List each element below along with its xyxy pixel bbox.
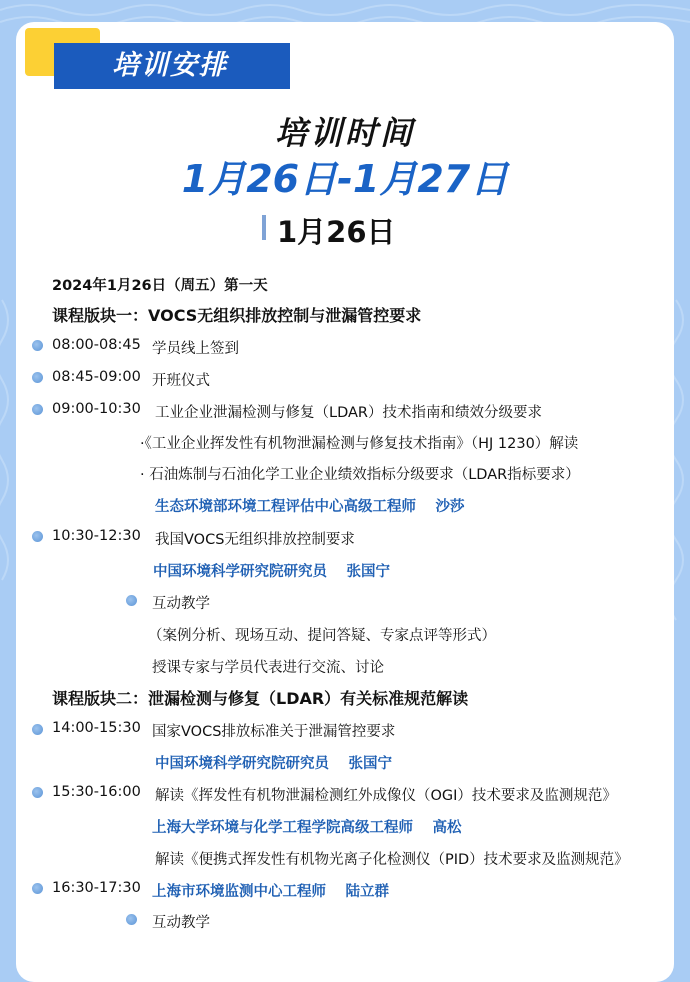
session-text: 学员线上签到 [152, 341, 239, 357]
session-time: 14:00-15:30 [52, 720, 141, 736]
speaker: 生态环境部环境工程评估中心高级工程师 沙莎 [155, 499, 465, 515]
sub-item: · 石油炼制与石油化学工业企业绩效指标分级要求（LDAR指标要求） [140, 467, 580, 483]
bullet-icon [32, 883, 43, 894]
session-text: 解读《便携式挥发性有机物光离子化检测仪（PID）技术要求及监测规范》 [155, 852, 629, 868]
session-time: 09:00-10:30 [52, 401, 141, 417]
bullet-icon [32, 372, 43, 383]
bullet-icon [32, 531, 43, 542]
day-heading: 2024年1月26日（周五）第一天 [52, 278, 268, 294]
interactive-label: 互动教学 [152, 915, 210, 931]
speaker: 上海市环境监测中心工程师 陆立群 [152, 884, 390, 900]
bullet-icon [126, 914, 137, 925]
session-time: 15:30-16:00 [52, 784, 141, 800]
speaker: 中国环境科学研究院研究员 张国宁 [153, 564, 391, 580]
session-time: 08:45-09:00 [52, 369, 141, 385]
session-time: 16:30-17:30 [52, 880, 141, 896]
module2-title: 课程版块二：泄漏检测与修复（LDAR）有关标准规范解读 [52, 689, 469, 708]
page-title: 培训时间 [274, 114, 415, 152]
bullet-icon [32, 340, 43, 351]
module1-title: 课程版块一：VOCS无组织排放控制与泄漏管控要求 [52, 306, 422, 325]
sub-item: ·《工业企业挥发性有机物泄漏检测与修复技术指南》（HJ 1230）解读 [140, 436, 579, 452]
speaker: 上海大学环境与化学工程学院高级工程师 高松 [152, 820, 462, 836]
bullet-icon [32, 724, 43, 735]
section-tag: 培训安排 [54, 43, 290, 89]
day-marker [262, 215, 266, 240]
session-text: 工业企业泄漏检测与修复（LDAR）技术指南和绩效分级要求 [155, 405, 542, 421]
session-time: 10:30-12:30 [52, 528, 141, 544]
bullet-icon [32, 787, 43, 798]
bullet-icon [126, 595, 137, 606]
interactive-note: （案例分析、现场互动、提问答疑、专家点评等形式） [148, 628, 496, 644]
session-time: 08:00-08:45 [52, 337, 141, 353]
session-text: 国家VOCS排放标准关于泄漏管控要求 [152, 724, 396, 740]
session-text: 我国VOCS无组织排放控制要求 [155, 532, 355, 548]
interactive-label: 互动教学 [152, 596, 210, 612]
speaker: 中国环境科学研究院研究员 张国宁 [155, 756, 393, 772]
session-text: 开班仪式 [152, 373, 210, 389]
interactive-note: 授课专家与学员代表进行交流、讨论 [152, 660, 384, 676]
date-range: 1月26日-1月27日 [181, 157, 509, 201]
bullet-icon [32, 404, 43, 415]
session-text: 解读《挥发性有机物泄漏检测红外成像仪（OGI）技术要求及监测规范》 [155, 788, 617, 804]
day-label: 1月26日 [277, 215, 396, 249]
